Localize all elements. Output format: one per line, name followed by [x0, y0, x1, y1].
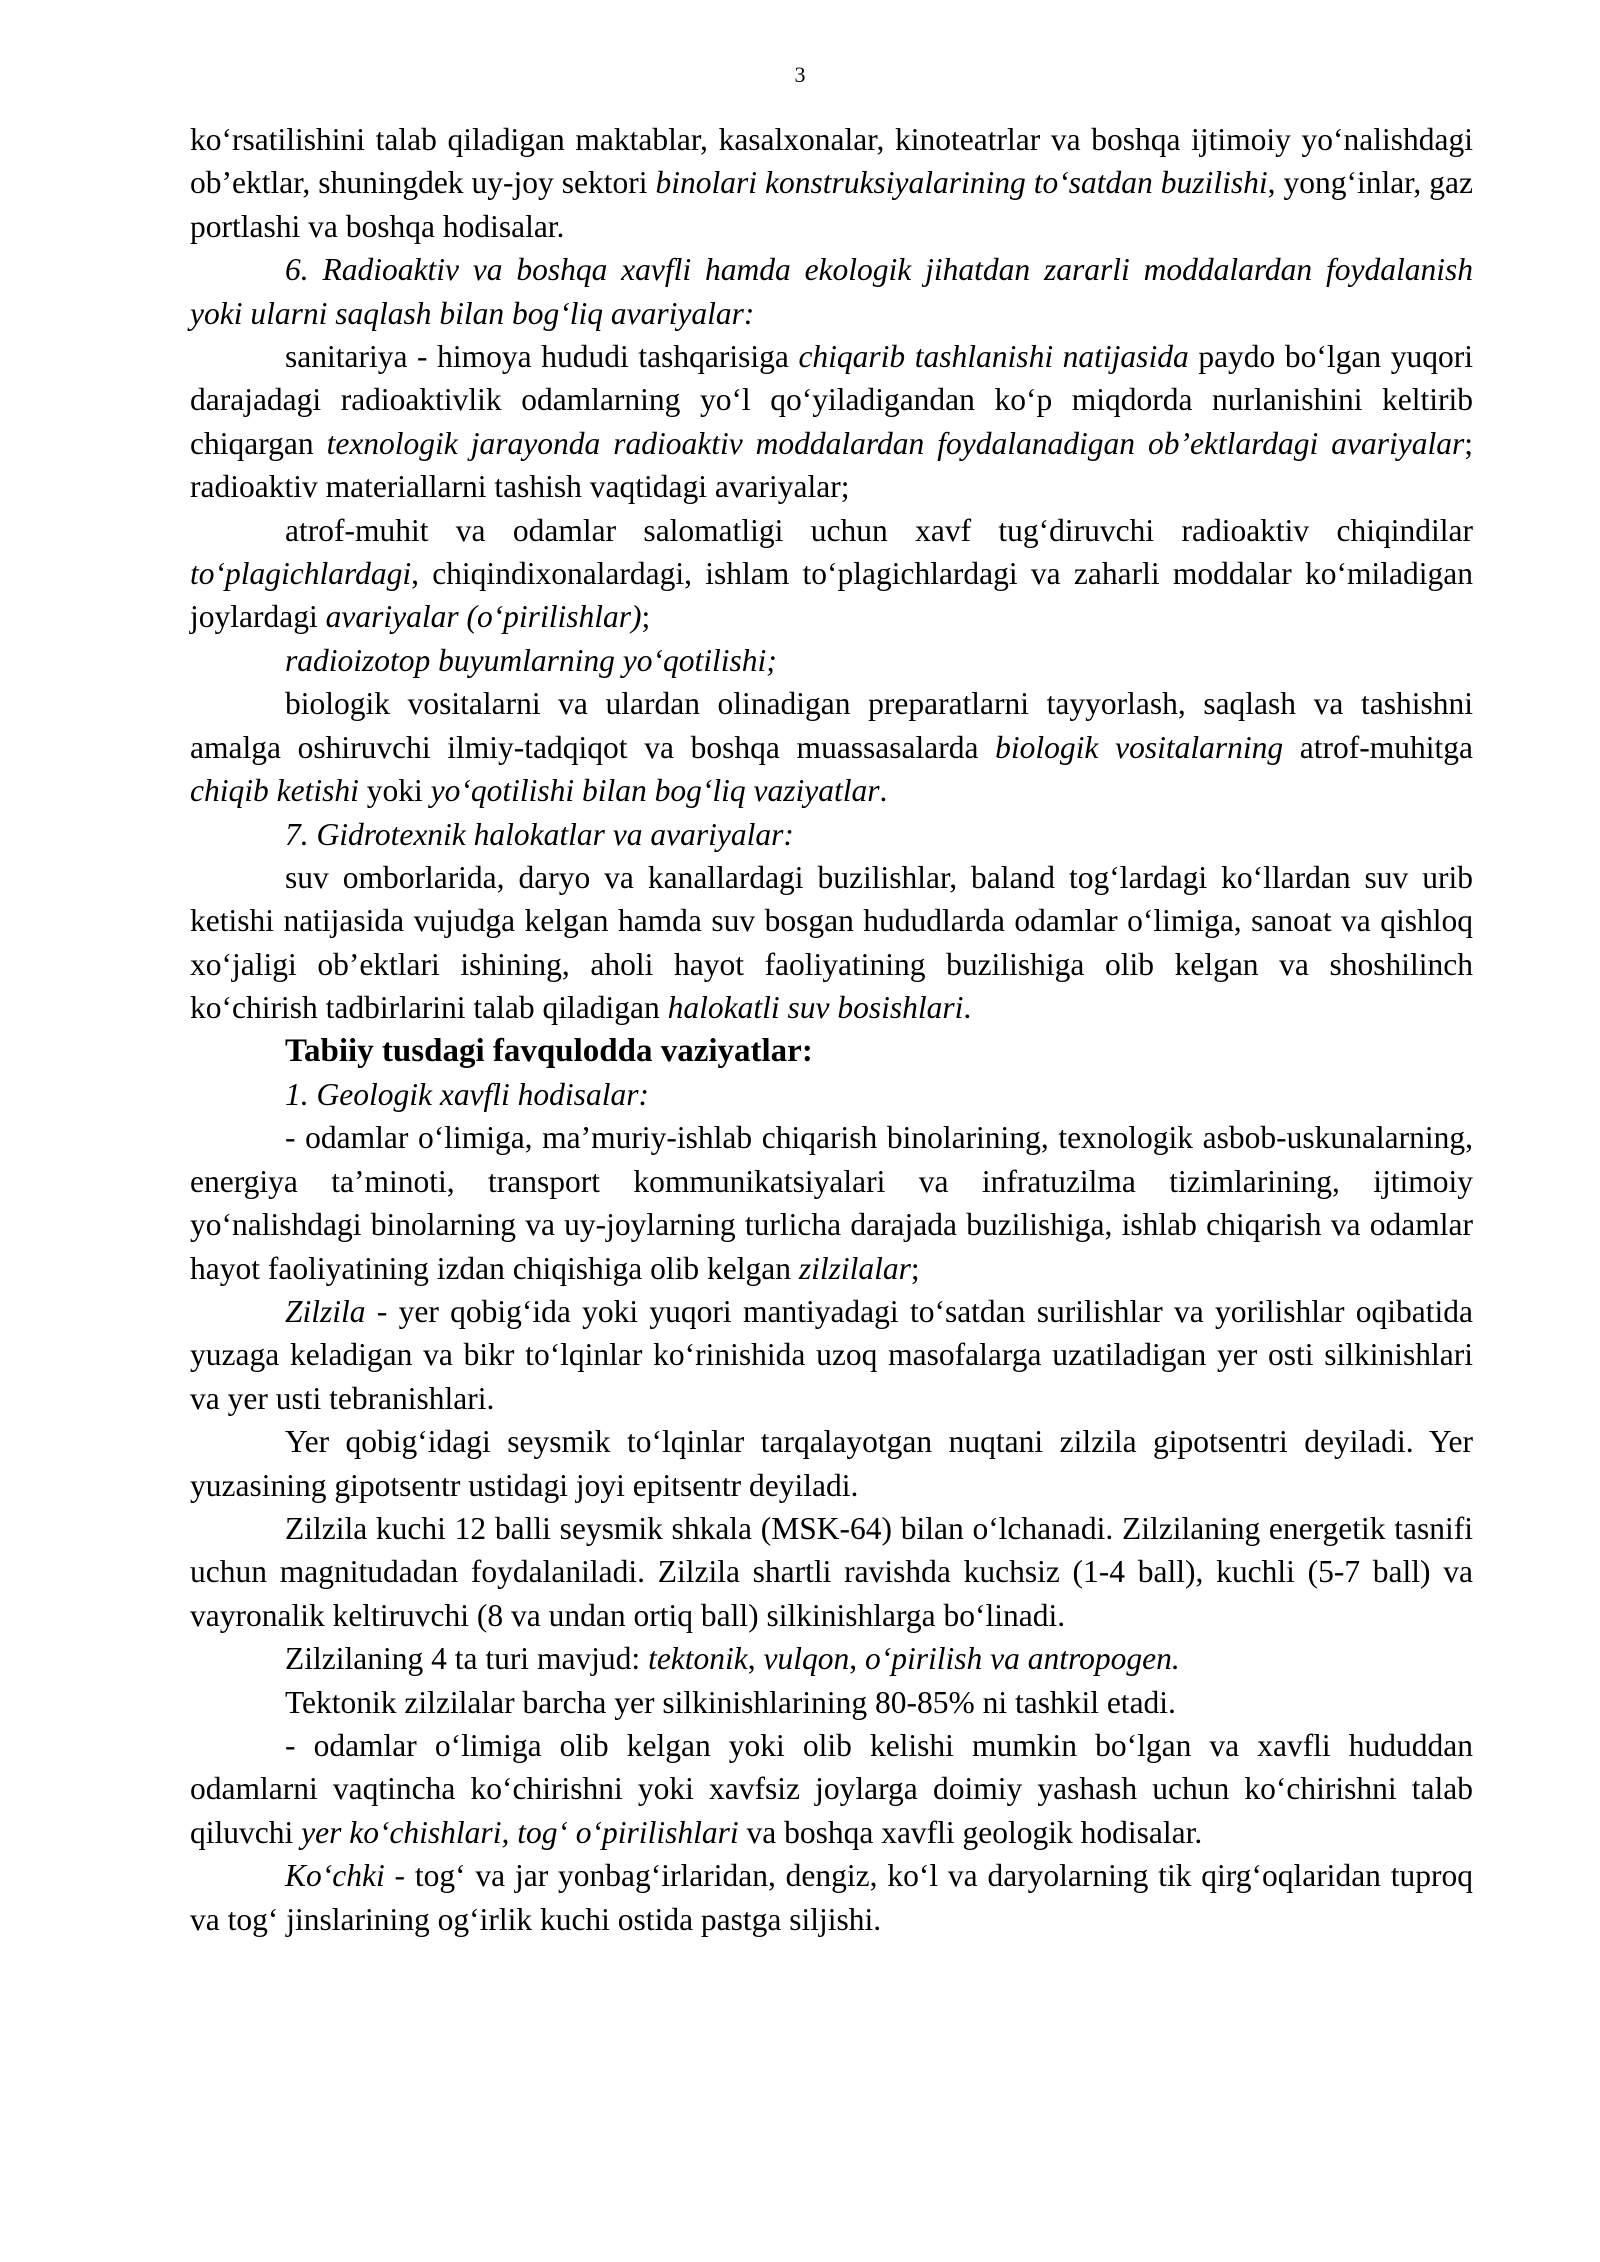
text-run: ;	[910, 1250, 920, 1286]
italic-text: biologik vositalarning	[995, 729, 1284, 765]
paragraph	[190, 1637, 1473, 1680]
text-run: - odamlar oʻlimiga olib kelgan yoki olib kelishi mumkin boʻlgan va xavfli hududdan odamlarni vaqtincha koʻchirishni yoki xavfsiz joylarga doimiy yashash uchun koʻchirishni talab qiluvchi	[190, 1728, 1473, 1850]
text-run: Tabiiy tusdagi favqulodda vaziyatlar:	[285, 1032, 813, 1069]
italic-text: yoʻqotilishi bilan bogʻliq vaziyatlar	[430, 773, 880, 809]
text-run: Zilzila kuchi 12 balli seysmik shkala (MSK-64) bilan oʻlchanadi. Zilzilaning energetik tasnifi uchun magnitudadan foydalaniladi. Zilzila shartli ravishda kuchsiz (1-4 ball), kuchli (5-7 ball) va vayronalik keltiruvchi (8 va undan ortiq ball) silkinishlarga boʻlinadi.	[190, 1511, 1473, 1633]
text-run: - yer qobigʻida yoki yuqori mantiyadagi toʻsatdan surilishlar va yorilishlar oqibatida yuzaga keladigan va bikr toʻlqinlar koʻrinishida uzoq masofalarga uzatiladigan yer osti silkinishlari va yer usti tebranishlari.	[190, 1293, 1473, 1416]
italic-text: texnologik jarayonda radioaktiv moddalardan foydalanadigan obʼektlardagi avariyalar	[326, 425, 1465, 461]
italic-text: chiqarib tashlanishi natijasida	[798, 339, 1189, 375]
italic-text: radioizotop buyumlarning yoʻqotilishi;	[285, 642, 777, 678]
paragraph	[190, 639, 1473, 682]
italic-text: toʻplagichlardagi	[190, 556, 412, 592]
italic-text: zilzilalar	[798, 1250, 911, 1286]
paragraph	[190, 813, 1473, 856]
paragraph	[190, 856, 1473, 1030]
text-run: koʻrsatilishini talab qiladigan maktablar, kasalxonalar, kinoteatrlar va boshqa ijtimoiy yoʻnalishdagi obʼektlar, shuningdek uy-joy sektori	[190, 122, 1473, 201]
text-run: , chiqindixonalardagi, ishlam toʻplagichlardagi va zaharli moddalar koʻmiladigan joylardagi	[190, 556, 1473, 635]
text-run: sanitariya - himoya hududi tashqarisiga	[285, 339, 799, 375]
text-run: - odamlar oʻlimiga, maʼmuriy-ishlab chiqarish binolarining, texnologik asbob-uskunalarning, energiya taʼminoti, transport kommunikatsiyalari va infratuzilma tizimlarining, ijtimoiy yoʻnalishdagi binolarning va uy-joylarning turlicha darajada buzilishiga, ishlab chiqarish va odamlar hayot faoliyatining izdan chiqishiga olib kelgan	[190, 1120, 1473, 1286]
text-run: .	[963, 990, 972, 1026]
paragraph	[190, 509, 1473, 639]
italic-text: avariyalar (oʻpirilishlar)	[325, 599, 642, 635]
italic-text: Zilzila	[285, 1293, 366, 1329]
paragraph	[190, 1854, 1473, 1941]
paragraph	[190, 1290, 1473, 1420]
text-run: va boshqa xavfli geologik hodisalar.	[738, 1814, 1203, 1850]
italic-text: chiqib ketishi	[190, 773, 359, 809]
paragraph	[190, 1116, 1473, 1290]
italic-text: vulqon	[763, 1641, 850, 1677]
text-run: Zilzilaning 4 ta turi mavjud:	[285, 1641, 649, 1677]
text-run: , yongʻinlar, gaz portlashi va boshqa hodisalar.	[190, 165, 1473, 244]
italic-text: 6. Radioaktiv va boshqa xavfli hamda ekologik jihatdan zararli moddalardan foydalanish yoki ularni saqlash bilan bogʻliq avariyalar:	[190, 252, 1473, 331]
text-run: ; radioaktiv materiallarni tashish vaqtidagi avariyalar;	[190, 425, 1473, 505]
italic-text: Koʻchki	[285, 1858, 385, 1894]
text-run: - togʻ va jar yonbagʻirlaridan, dengiz, koʻl va daryolarning tik qirgʻoqlaridan tuproq va togʻ jinslarining ogʻirlik kuchi ostida pastga siljishi.	[190, 1858, 1473, 1937]
text-run: Tektonik zilzilalar barcha yer silkinishlarining 80-85% ni tashkil etadi.	[285, 1684, 1176, 1720]
paragraph	[190, 1681, 1473, 1724]
text-run: yoki	[358, 773, 431, 809]
italic-text: oʻpirilish va antropogen.	[865, 1641, 1180, 1677]
paragraph	[190, 118, 1473, 248]
paragraph	[190, 1724, 1473, 1854]
text-run: paydo boʻlgan yuqori darajadagi radioaktivlik odamlarning yoʻl qoʻyiladigandan koʻp miqdorda nurlanishini keltirib chiqargan	[190, 339, 1473, 461]
paragraph	[190, 335, 1473, 509]
italic-text: halokatli suv bosishlari	[667, 990, 964, 1026]
text-run: suv omborlarida, daryo va kanallardagi buzilishlar, baland togʻlardagi koʻllardan suv urib ketishi natijasida vujudga kelgan hamda suv bosgan hududlarda odamlar oʻlimiga, sanoat va qishloq xoʻjaligi obʼektlari ishining, aholi hayot faoliyatining buzilishiga olib kelgan va shoshilinch koʻchirish tadbirlarini talab qiladigan	[190, 859, 1473, 1026]
paragraph	[190, 248, 1473, 335]
text-run: ,	[747, 1641, 764, 1677]
italic-text: 7. Gidrotexnik halokatlar va avariyalar:	[285, 816, 794, 852]
italic-text: binolari konstruksiyalarining toʻsatdan buzilishi	[655, 165, 1268, 201]
paragraph	[190, 1073, 1473, 1116]
paragraph	[190, 1507, 1473, 1637]
paragraph	[190, 682, 1473, 812]
text-run: atrof-muhit va odamlar salomatligi uchun xavf tugʻdiruvchi radioaktiv chiqindilar	[285, 512, 1473, 548]
text-run: biologik vositalarni va ulardan olinadigan preparatlarni tayyorlash, saqlash va tashishni amalga oshiruvchi ilmiy-tadqiqot va boshqa muassasalarda	[190, 686, 1473, 765]
text-run: atrof-muhitga	[1283, 729, 1473, 765]
italic-text: tektonik	[648, 1641, 748, 1677]
paragraph	[190, 1420, 1473, 1507]
page-number: 3	[794, 62, 806, 87]
italic-text: 1. Geologik xavfli hodisalar:	[285, 1076, 649, 1112]
italic-text: yer koʻchishlari, togʻ oʻpirilishlari	[301, 1814, 739, 1850]
text-run: .	[879, 773, 888, 809]
text-run: ,	[849, 1641, 865, 1677]
section-heading	[190, 1030, 1473, 1073]
text-run: ;	[641, 599, 651, 635]
document-body	[190, 118, 1473, 1941]
text-run: Yer qobigʻidagi seysmik toʻlqinlar tarqalayotgan nuqtani zilzila gipotsentri deyiladi. Yer yuzasining gipotsentr ustidagi joyi epitsentr deyiladi.	[190, 1424, 1473, 1503]
